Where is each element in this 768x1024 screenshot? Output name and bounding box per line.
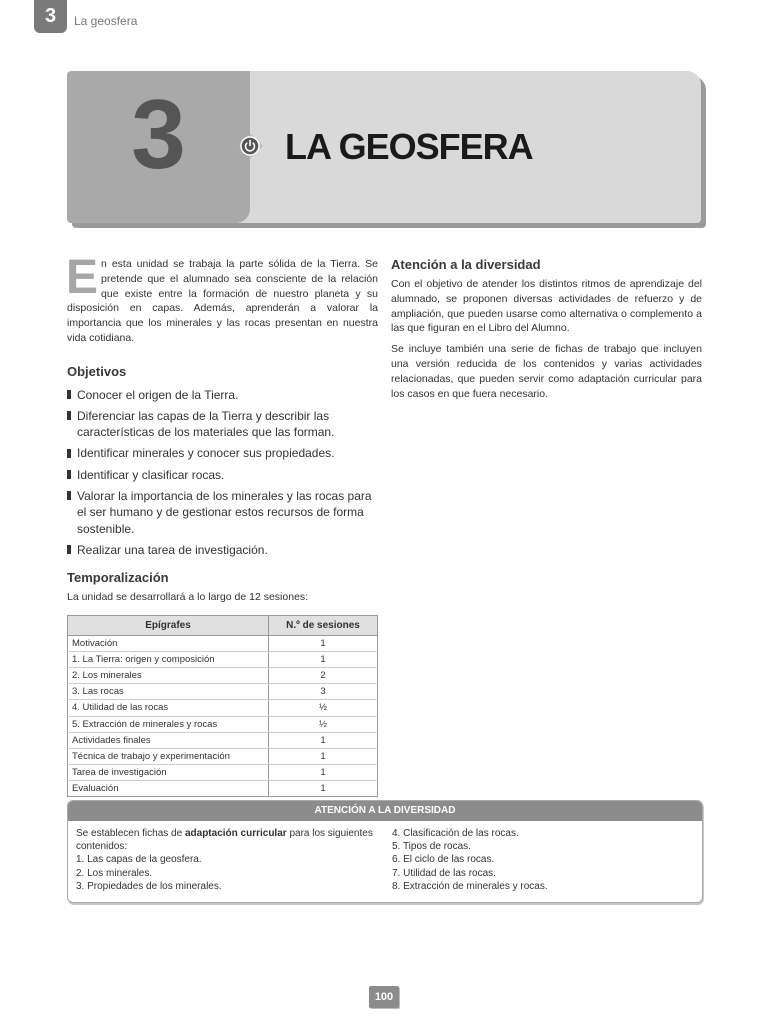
atencion-paragraph-1: Con el objetivo de atender los distintos ritmos de aprendizaje del alumnado, se proponen diversas actividades de refuerzo y de ampliación, que pueden usarse como alternativa o complemento a las que figuran en el Libro del Alumno.: [391, 278, 702, 335]
list-item: 4. Clasificación de las rocas.: [392, 828, 519, 839]
atencion-paragraph-2: Se incluye también una serie de fichas de trabajo que incluyen una versión reducida de los contenidos y varias actividades relacionadas, que pueden servir como adaptación curricular para los casos en que fuera necesario.: [391, 343, 702, 400]
drop-cap: E: [66, 251, 99, 304]
table-cell-epigrafe: Motivación: [68, 636, 269, 652]
table-cell-sesiones: 2: [269, 668, 378, 684]
unit-number: 3: [131, 79, 186, 189]
chapter-number-tab: 3: [34, 0, 67, 33]
atencion-heading: Atención a la diversidad: [391, 257, 541, 272]
right-column: [391, 257, 702, 401]
list-item: Conocer el origen de la Tierra.: [67, 387, 378, 404]
table-cell-sesiones: 1: [269, 748, 378, 764]
table-cell-epigrafe: Técnica de trabajo y experimentación: [68, 748, 269, 764]
unit-title: LA GEOSFERA: [285, 126, 533, 167]
temporalizacion-heading: Temporalización: [67, 570, 169, 586]
table-row: [68, 716, 378, 732]
objetivos-list: [67, 387, 378, 558]
bullet-icon: [67, 491, 71, 500]
objetivos-heading: Objetivos: [67, 363, 127, 379]
diversity-list-left: [76, 853, 381, 893]
table-header-epigrafes: Epígrafes: [68, 616, 269, 636]
table-row: [68, 668, 378, 684]
table-cell-sesiones: ½: [269, 716, 378, 732]
table-row: [68, 764, 378, 780]
table-cell-epigrafe: 4. Utilidad de las rocas: [68, 700, 269, 716]
running-header: La geosfera: [74, 14, 138, 28]
table-cell-sesiones: 1: [269, 732, 378, 748]
temporalizacion-intro: La unidad se desarrollará a lo largo de 12 sesiones:: [67, 591, 309, 604]
table-cell-sesiones: 3: [269, 684, 378, 700]
table-row: [68, 636, 378, 652]
table-row: [68, 780, 378, 796]
power-icon: [239, 134, 263, 158]
table-header-sesiones: N.º de sesiones: [269, 616, 378, 636]
table-cell-epigrafe: Evaluación: [68, 780, 269, 796]
table-cell-sesiones: 1: [269, 652, 378, 668]
diversity-box-title: ATENCIÓN A LA DIVERSIDAD: [68, 801, 702, 821]
list-item: 2. Los minerales.: [76, 867, 153, 879]
list-item: 7. Utilidad de las rocas.: [392, 867, 496, 879]
table-row: [68, 652, 378, 668]
table-row: [68, 732, 378, 748]
diversity-right-text: [392, 827, 692, 893]
table-cell-epigrafe: 1. La Tierra: origen y composición: [68, 652, 269, 668]
table-cell-epigrafe: 2. Los minerales: [68, 668, 269, 684]
bullet-icon: [67, 411, 71, 420]
list-item: Realizar una tarea de investigación.: [67, 542, 378, 559]
list-item: 3. Propiedades de los minerales.: [76, 880, 222, 892]
bullet-icon: [67, 470, 71, 479]
sessions-table: [67, 615, 378, 797]
title-banner: [67, 71, 701, 223]
banner-number-panel: [67, 71, 250, 223]
page-number: 100: [369, 986, 399, 1008]
table-cell-epigrafe: Actividades finales: [68, 732, 269, 748]
list-item: Identificar minerales y conocer sus propiedades.: [67, 445, 378, 462]
table-cell-sesiones: ½: [269, 700, 378, 716]
table-cell-sesiones: 1: [269, 636, 378, 652]
bullet-icon: [67, 449, 71, 458]
diversity-box: [67, 800, 703, 903]
bullet-icon: [67, 390, 71, 399]
intro-text: n esta unidad se trabaja la parte sólida de la Tierra. Se pretende que el alumnado sea consciente de la relación que existe entre la formación de nuestro planeta y su disposición en capas. Además, aprenderán a valorar la importancia que los minerales y las rocas presentan en nuestra vida cotidiana.: [67, 258, 378, 344]
table-cell-epigrafe: Tarea de investigación: [68, 764, 269, 780]
table-header-row: [68, 616, 378, 636]
table-row: [68, 700, 378, 716]
table-cell-sesiones: 1: [269, 780, 378, 796]
bullet-icon: [67, 545, 71, 554]
list-item: 8. Extracción de minerales y rocas.: [392, 880, 548, 892]
diversity-left-text: [76, 827, 381, 893]
list-item: Identificar y clasificar rocas.: [67, 467, 378, 484]
table-row: [68, 748, 378, 764]
diversity-intro: Se establecen fichas de adaptación curricular para los siguientes contenidos:: [76, 828, 373, 853]
intro-paragraph: [66, 251, 378, 346]
list-item: Diferenciar las capas de la Tierra y describir las características de los materiales que las forman.: [67, 408, 378, 441]
list-item: Valorar la importancia de los minerales y las rocas para el ser humano y de gestionar estos recursos de forma sostenible.: [67, 488, 378, 538]
table-cell-epigrafe: 3. Las rocas: [68, 684, 269, 700]
table-cell-epigrafe: 5. Extracción de minerales y rocas: [68, 716, 269, 732]
table-cell-sesiones: 1: [269, 764, 378, 780]
left-column: [66, 251, 378, 797]
list-item: 5. Tipos de rocas.: [392, 841, 471, 853]
diversity-list-right: [392, 827, 692, 893]
list-item: 6. El ciclo de las rocas.: [392, 854, 495, 866]
list-item: 1. Las capas de la geosfera.: [76, 854, 202, 866]
table-row: [68, 684, 378, 700]
